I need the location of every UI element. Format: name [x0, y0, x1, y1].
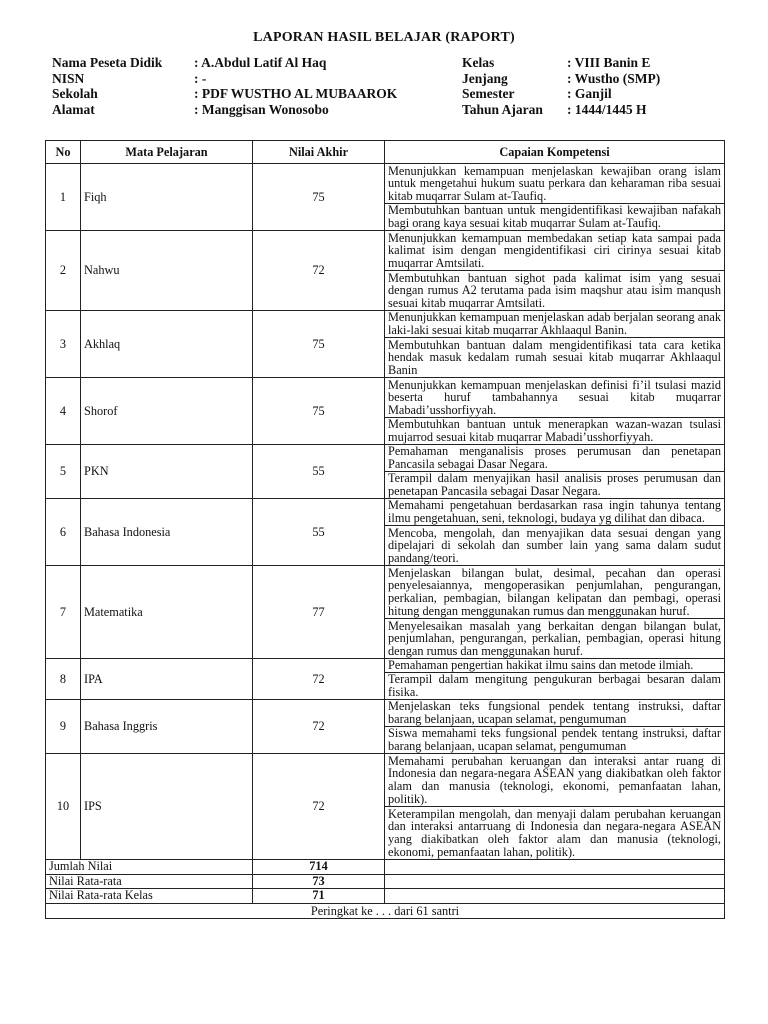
subject-name: Matematika [81, 566, 253, 659]
summary-label: Jumlah Nilai [46, 860, 253, 875]
competency-description: Pemahaman menganalisis proses perumusan dan penetapan Pancasila sebagai Dasar Negara. [385, 445, 725, 472]
competency-description: Pemahaman pengertian hakikat ilmu sains dan metode ilmiah. [385, 659, 725, 673]
student-info-right [462, 55, 660, 117]
info-value: : Wustho (SMP) [567, 70, 661, 86]
final-score: 72 [253, 231, 385, 311]
subject-name: Nahwu [81, 231, 253, 311]
table-row [46, 700, 725, 727]
info-label: Semester [462, 86, 515, 101]
info-row-semester [462, 86, 660, 102]
subject-name: Bahasa Inggris [81, 700, 253, 754]
table-row [46, 378, 725, 418]
info-value: : Manggisan Wonosobo [194, 101, 329, 117]
competency-description: Membutuhkan bantuan dalam mengidentifikasi tata cara ketika hendak masuk kedalam rumah sesuai kitab muqarrar Akhlaaqul Banin [385, 338, 725, 378]
row-number: 6 [46, 499, 81, 566]
info-row-jenjang [462, 71, 660, 87]
competency-description: Siswa memahami teks fungsional pendek tentang instruksi, daftar barang belanjaan, ucapan selamat, pengumuman [385, 727, 725, 754]
summary-row-average [46, 874, 725, 889]
column-header-no: No [46, 141, 81, 164]
ranking-row [46, 903, 725, 918]
row-number: 2 [46, 231, 81, 311]
row-number: 7 [46, 566, 81, 659]
final-score: 72 [253, 700, 385, 754]
summary-empty-cell [385, 860, 725, 875]
subject-name: Shorof [81, 378, 253, 445]
competency-description: Menjelaskan bilangan bulat, desimal, pecahan dan operasi penyelesaiannya, mengoperasikan penjumlahan, pengurangan, perkalian, pembagian, bilangan kelipatan dan pembagi, operasi hitung dengan menggunakan rumus dan menggunakan huruf. [385, 566, 725, 619]
info-label: Sekolah [52, 86, 98, 101]
summary-value: 73 [253, 874, 385, 889]
subject-name: Bahasa Indonesia [81, 499, 253, 566]
summary-empty-cell [385, 889, 725, 904]
competency-description: Menjelaskan teks fungsional pendek tentang instruksi, daftar barang belanjaan, ucapan selamat, pengumuman [385, 700, 725, 727]
info-row-kelas [462, 55, 660, 71]
column-header-subject: Mata Pelajaran [81, 141, 253, 164]
competency-description: Terampil dalam mengitung pengukuran berbagai besaran dalam fisika. [385, 673, 725, 700]
competency-description: Keterampilan mengolah, dan menyaji dalam perubahan keruangan dan interaksi antarruang di Indonesia dan negara-negara ASEAN yang diakibatkan oleh faktor alam dan manusia (teknologi, ekonomi, pemanfaatan lahan, politik). [385, 807, 725, 860]
ranking-text: Peringkat ke . . . dari 61 santri [46, 903, 725, 918]
competency-description: Menunjukkan kemampuan menjelaskan kewajiban orang islam untuk mengetahui hukum suatu perkara dan keharaman riba sesuai kitab muqarrar Sulam at-Taufiq. [385, 164, 725, 204]
competency-description: Memahami pengetahuan berdasarkan rasa ingin tahunya tentang ilmu pengetahuan, seni, teknologi, budaya yg dilihat dan dibaca. [385, 499, 725, 526]
info-value: : A.Abdul Latif Al Haq [194, 55, 327, 70]
table-row [46, 231, 725, 271]
table-row [46, 311, 725, 338]
competency-description: Memahami perubahan keruangan dan interaksi antar ruang di Indonesia dan negara-negara ASEAN yang diakibatkan oleh faktor alam dan manusia (teknologi, ekonomi, pemanfaatan lahan, politik). [385, 754, 725, 807]
column-header-score: Nilai Akhir [253, 141, 385, 164]
table-row [46, 445, 725, 472]
competency-description: Menunjukkan kemampuan membedakan setiap kata sampai pada kalimat isim dengan mengidentifikasi ciri cirinya sesuai kitab muqarrar Amtsilati. [385, 231, 725, 271]
info-label: Tahun Ajaran [462, 101, 543, 117]
info-value: : - [194, 70, 207, 86]
final-score: 72 [253, 659, 385, 700]
competency-description: Menunjukkan kemampuan menjelaskan adab berjalan seorang anak laki-laki sesuai kitab muqarrar Akhlaaqul Banin. [385, 311, 725, 338]
row-number: 10 [46, 754, 81, 860]
competency-description: Menyelesaikan masalah yang berkaitan dengan bilangan bulat, penjumlahan, pengurangan, perkalian, pembagian, operasi hitung dengan rumus dan menggunakan huruf. [385, 619, 725, 659]
student-info-left [52, 55, 397, 117]
final-score: 75 [253, 378, 385, 445]
row-number: 5 [46, 445, 81, 499]
info-value: : 1444/1445 H [567, 101, 647, 117]
final-score: 55 [253, 445, 385, 499]
competency-description: Terampil dalam menyajikan hasil analisis proses perumusan dan penetapan Pancasila sebagai Dasar Negara. [385, 472, 725, 499]
table-header-row [46, 141, 725, 164]
competency-description: Membutuhkan bantuan untuk menerapkan wazan-wazan tsulasi mujarrod sesuai kitab muqarrar Mabadi’usshorfiyyah. [385, 418, 725, 445]
info-label: Kelas [462, 55, 495, 70]
row-number: 3 [46, 311, 81, 378]
info-row-nisn [52, 71, 397, 87]
summary-label: Nilai Rata-rata [46, 874, 253, 889]
table-row [46, 164, 725, 204]
table-row [46, 499, 725, 526]
info-label: Nama Peseta Didik [52, 55, 163, 70]
table-row [46, 566, 725, 619]
subject-name: Akhlaq [81, 311, 253, 378]
row-number: 8 [46, 659, 81, 700]
final-score: 77 [253, 566, 385, 659]
grades-table [45, 140, 725, 919]
summary-label: Nilai Rata-rata Kelas [46, 889, 253, 904]
competency-description: Membutuhkan bantuan untuk mengidentifikasi kewajiban nafakah bagi orang kaya sesuai kitab muqarrar Sulam at-Taufiq. [385, 204, 725, 231]
subject-name: IPS [81, 754, 253, 860]
competency-description: Menunjukkan kemampuan menjelaskan definisi fi’il tsulasi mazid beserta huruf tambahannya sesuai kitab muqarrar Mabadi’usshorfiyyah. [385, 378, 725, 418]
summary-value: 71 [253, 889, 385, 904]
column-header-capaian: Capaian Kompetensi [385, 141, 725, 164]
final-score: 75 [253, 164, 385, 231]
final-score: 75 [253, 311, 385, 378]
summary-row-total [46, 860, 725, 875]
subject-name: PKN [81, 445, 253, 499]
table-row [46, 659, 725, 673]
final-score: 55 [253, 499, 385, 566]
info-label: Jenjang [462, 70, 508, 86]
info-label: NISN [52, 70, 85, 86]
info-value: : PDF WUSTHO AL MUBAAROK [194, 86, 398, 101]
row-number: 9 [46, 700, 81, 754]
info-value: : Ganjil [567, 86, 612, 101]
info-value: : VIII Banin E [567, 55, 651, 70]
subject-name: IPA [81, 659, 253, 700]
info-row-alamat [52, 102, 397, 118]
report-title: LAPORAN HASIL BELAJAR (RAPORT) [253, 30, 515, 45]
table-row [46, 754, 725, 807]
summary-row-class-average [46, 889, 725, 904]
competency-description: Membutuhkan bantuan sighot pada kalimat isim yang sesuai dengan rumus A2 terutama pada isim maqshur atau isim manqush sesuai kitab muqarrar Amtsilati. [385, 271, 725, 311]
info-row-nama [52, 55, 397, 71]
summary-value: 714 [253, 860, 385, 875]
info-row-tahun-ajaran [462, 102, 660, 118]
row-number: 4 [46, 378, 81, 445]
final-score: 72 [253, 754, 385, 860]
info-row-sekolah [52, 86, 397, 102]
row-number: 1 [46, 164, 81, 231]
summary-empty-cell [385, 874, 725, 889]
competency-description: Mencoba, mengolah, dan menyajikan data sesuai dengan yang dipelajari di sekolah dan sumber lain yang sama dalam sudut pandang/teori. [385, 526, 725, 566]
subject-name: Fiqh [81, 164, 253, 231]
info-label: Alamat [52, 101, 95, 117]
